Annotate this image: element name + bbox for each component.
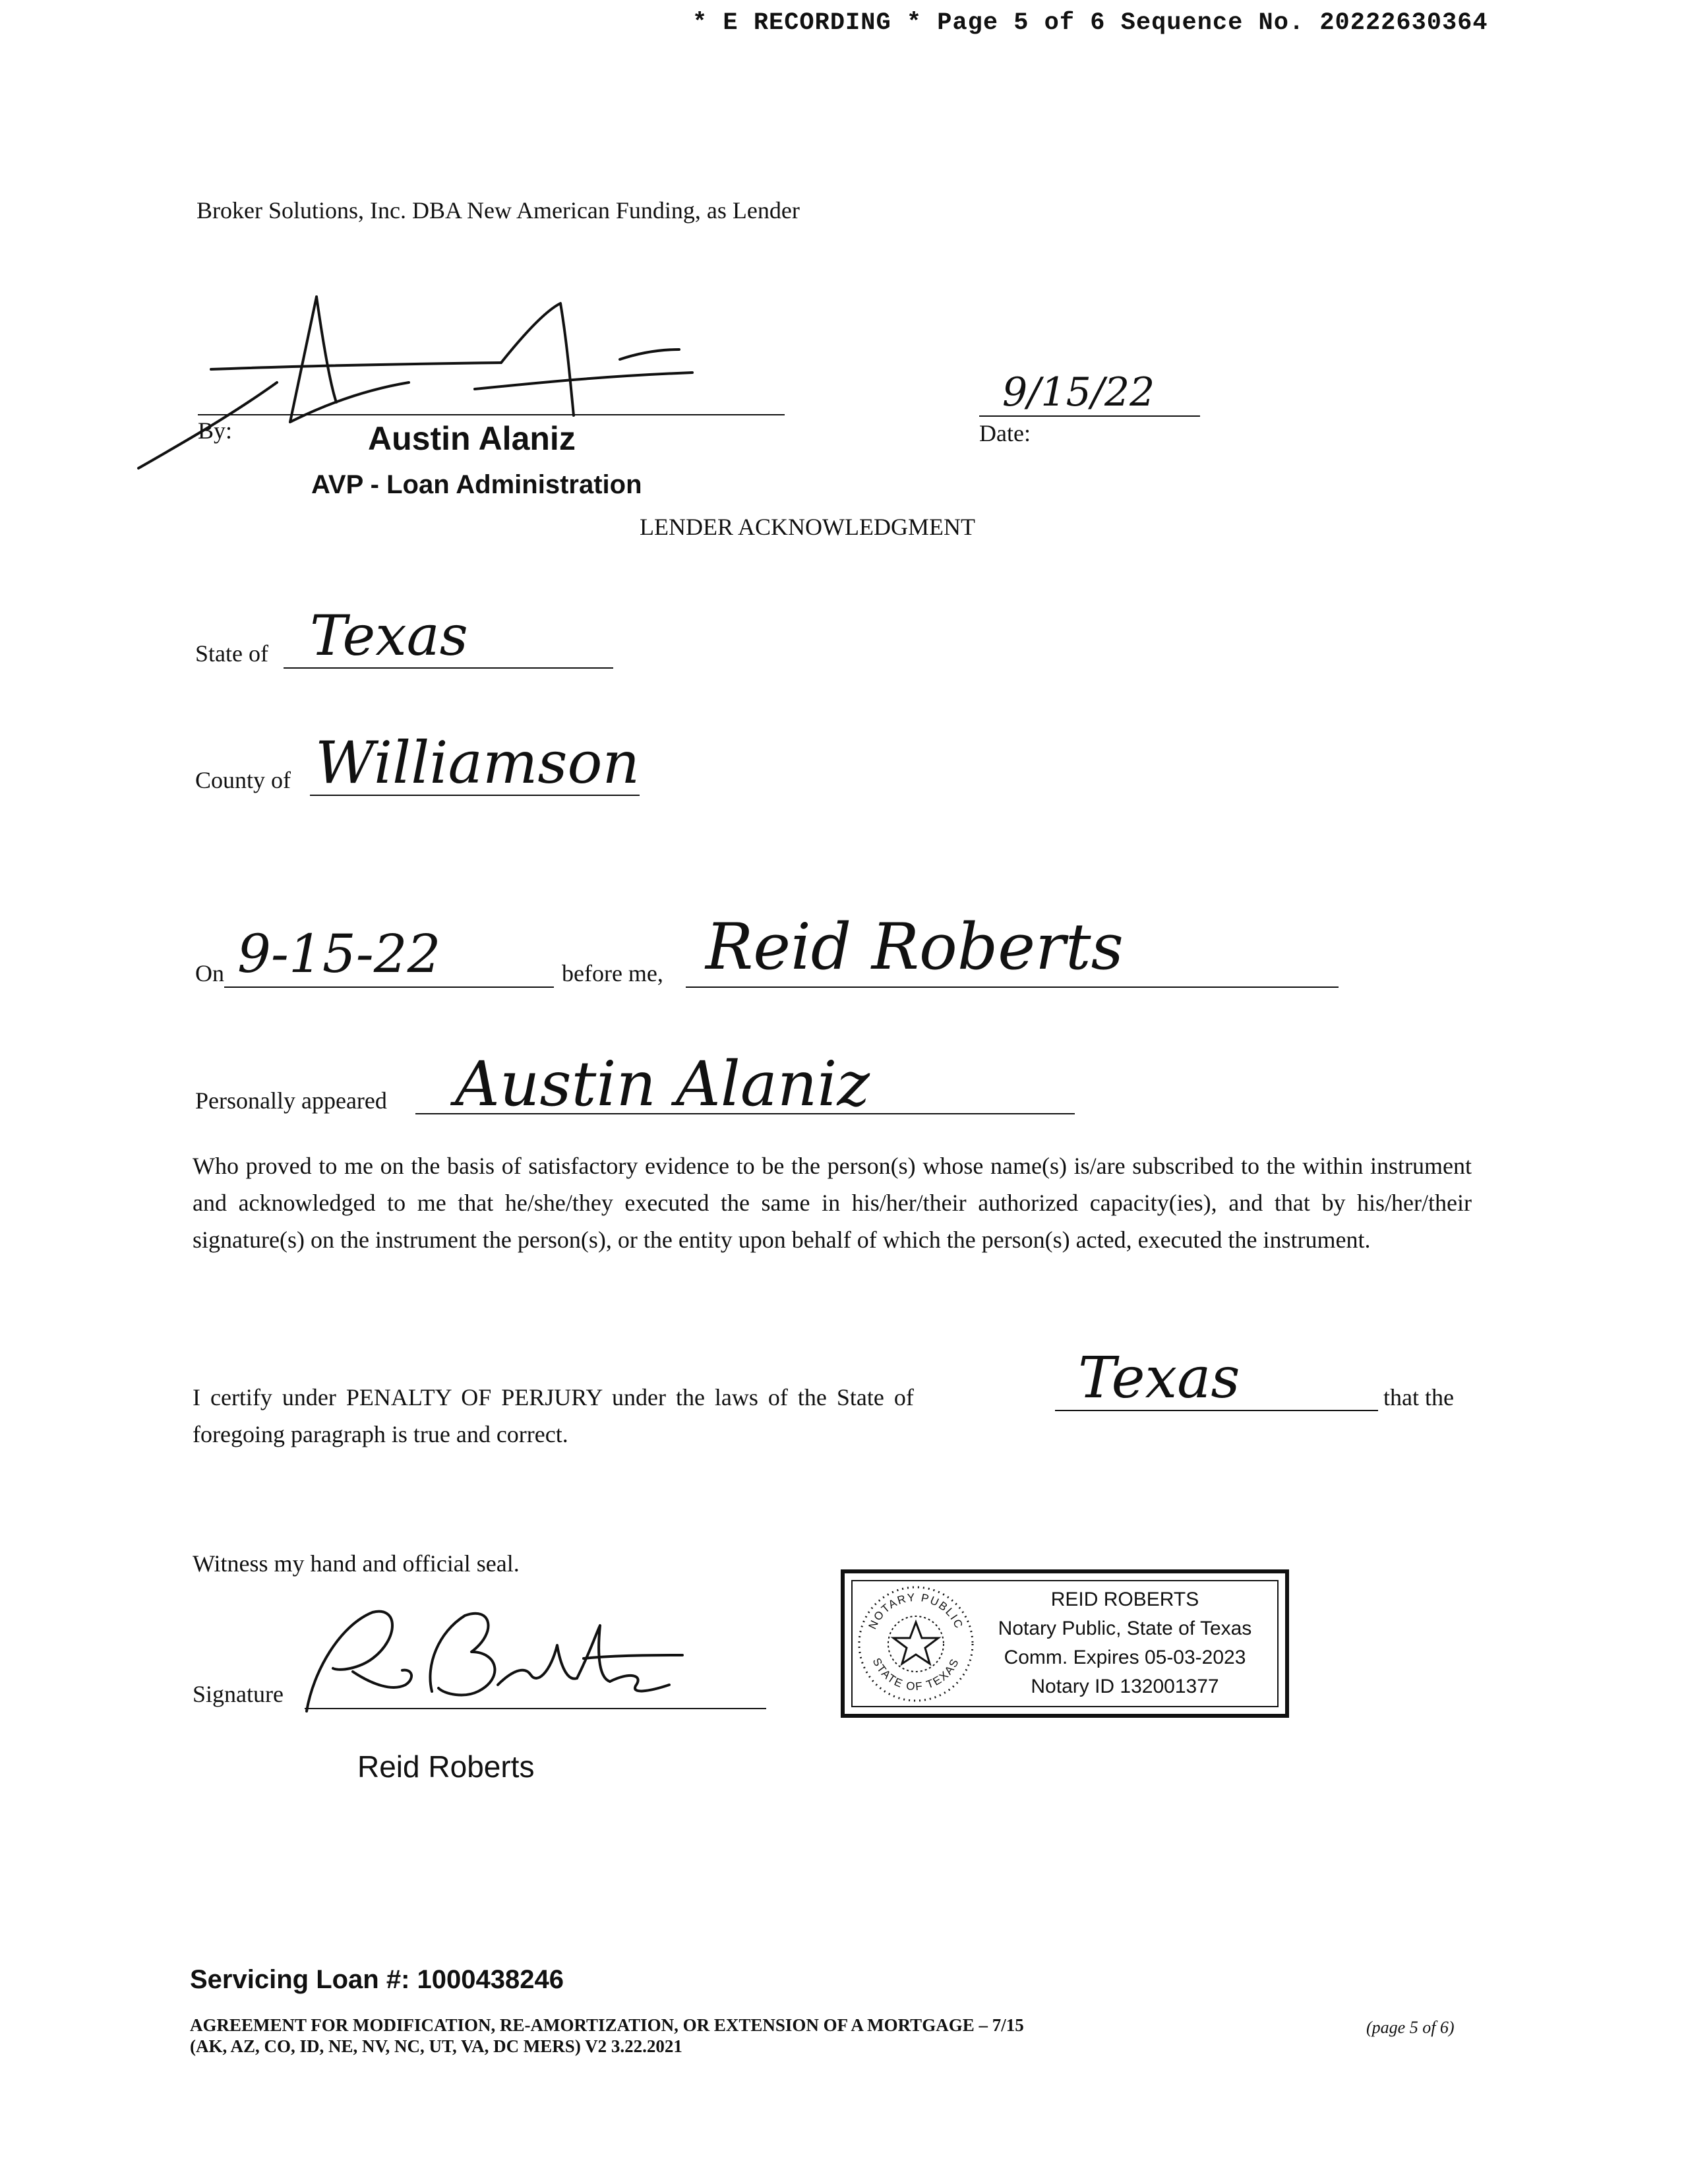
state-line bbox=[284, 667, 613, 669]
appeared-value: Austin Alaniz bbox=[455, 1048, 870, 1120]
before-me-value: Reid Roberts bbox=[706, 910, 1124, 984]
notary-star-emblem bbox=[857, 1581, 975, 1707]
servicing-loan-number: Servicing Loan #: 1000438246 bbox=[190, 1965, 564, 1994]
county-label: County of bbox=[195, 767, 291, 793]
date-label: Date: bbox=[979, 420, 1031, 446]
notary-name: Reid Roberts bbox=[357, 1749, 535, 1784]
svg-text:STATE OF TEXAS bbox=[870, 1656, 962, 1693]
form-states: (AK, AZ, CO, ID, NE, NV, NC, UT, VA, DC MERS) V2 3.22.2021 bbox=[190, 2036, 682, 2056]
lender-signature-line bbox=[198, 414, 785, 415]
signature-label: Signature bbox=[193, 1681, 284, 1707]
notary-ring-bottom-text: STATE OF TEXAS bbox=[870, 1656, 962, 1693]
notary-signature bbox=[300, 1592, 696, 1724]
perjury-line-2: foregoing paragraph is true and correct. bbox=[193, 1421, 568, 1447]
lender-date-value: 9/15/22 bbox=[1002, 369, 1155, 415]
page-label: (page 5 of 6) bbox=[1366, 2018, 1455, 2037]
on-label: On bbox=[195, 960, 224, 986]
notary-ring-top-text: NOTARY PUBLIC bbox=[866, 1591, 966, 1631]
signer-title: AVP - Loan Administration bbox=[311, 470, 642, 499]
acknowledgment-heading: LENDER ACKNOWLEDGMENT bbox=[640, 514, 975, 540]
date-line bbox=[979, 415, 1200, 417]
form-title: AGREEMENT FOR MODIFICATION, RE-AMORTIZATION, OR EXTENSION OF A MORTGAGE – 7/15 bbox=[190, 2015, 1024, 2035]
seal-notary-id: Notary ID 132001377 bbox=[1031, 1676, 1219, 1697]
perjury-suffix: that the bbox=[1383, 1384, 1454, 1410]
county-value: Williamson bbox=[315, 729, 640, 797]
perjury-state-value: Texas bbox=[1078, 1345, 1240, 1411]
seal-notary-title: Notary Public, State of Texas bbox=[998, 1618, 1252, 1639]
county-line bbox=[310, 795, 640, 796]
notary-signature-line bbox=[305, 1708, 766, 1709]
witness-text: Witness my hand and official seal. bbox=[193, 1550, 520, 1577]
appeared-line bbox=[415, 1113, 1075, 1114]
by-label: By: bbox=[198, 417, 233, 444]
on-date-value: 9-15-22 bbox=[237, 923, 441, 985]
seal-notary-name: REID ROBERTS bbox=[1050, 1589, 1199, 1610]
before-me-line bbox=[686, 986, 1339, 988]
state-value: Texas bbox=[310, 603, 468, 668]
on-date-line bbox=[224, 986, 554, 988]
acknowledgment-body: Who proved to me on the basis of satisfactory evidence to be the person(s) whose name(s) is/are subscribed to the within instrument and acknowledged to me that he/she/they executed the same in his/her/their authorized capacity(ies), and that by his/her/their signature(s) on the instrument the person(s), or the entity upon behalf of which the person(s) acted, executed the instrument. bbox=[193, 1153, 1472, 1253]
perjury-state-line bbox=[1055, 1410, 1378, 1411]
lender-name: Broker Solutions, Inc. DBA New American Funding, as Lender bbox=[196, 197, 800, 224]
notary-seal bbox=[841, 1569, 1289, 1718]
perjury-prefix: I certify under PENALTY OF PERJURY under the laws of the State of bbox=[193, 1384, 914, 1410]
appeared-label: Personally appeared bbox=[195, 1087, 387, 1114]
state-label: State of bbox=[195, 640, 268, 667]
recording-stamp: * E RECORDING * Page 5 of 6 Sequence No. 20222630364 bbox=[692, 9, 1488, 37]
before-me-label: before me, bbox=[562, 960, 663, 986]
signer-name: Austin Alaniz bbox=[368, 420, 576, 457]
seal-commission-expires: Comm. Expires 05-03-2023 bbox=[1004, 1647, 1246, 1668]
